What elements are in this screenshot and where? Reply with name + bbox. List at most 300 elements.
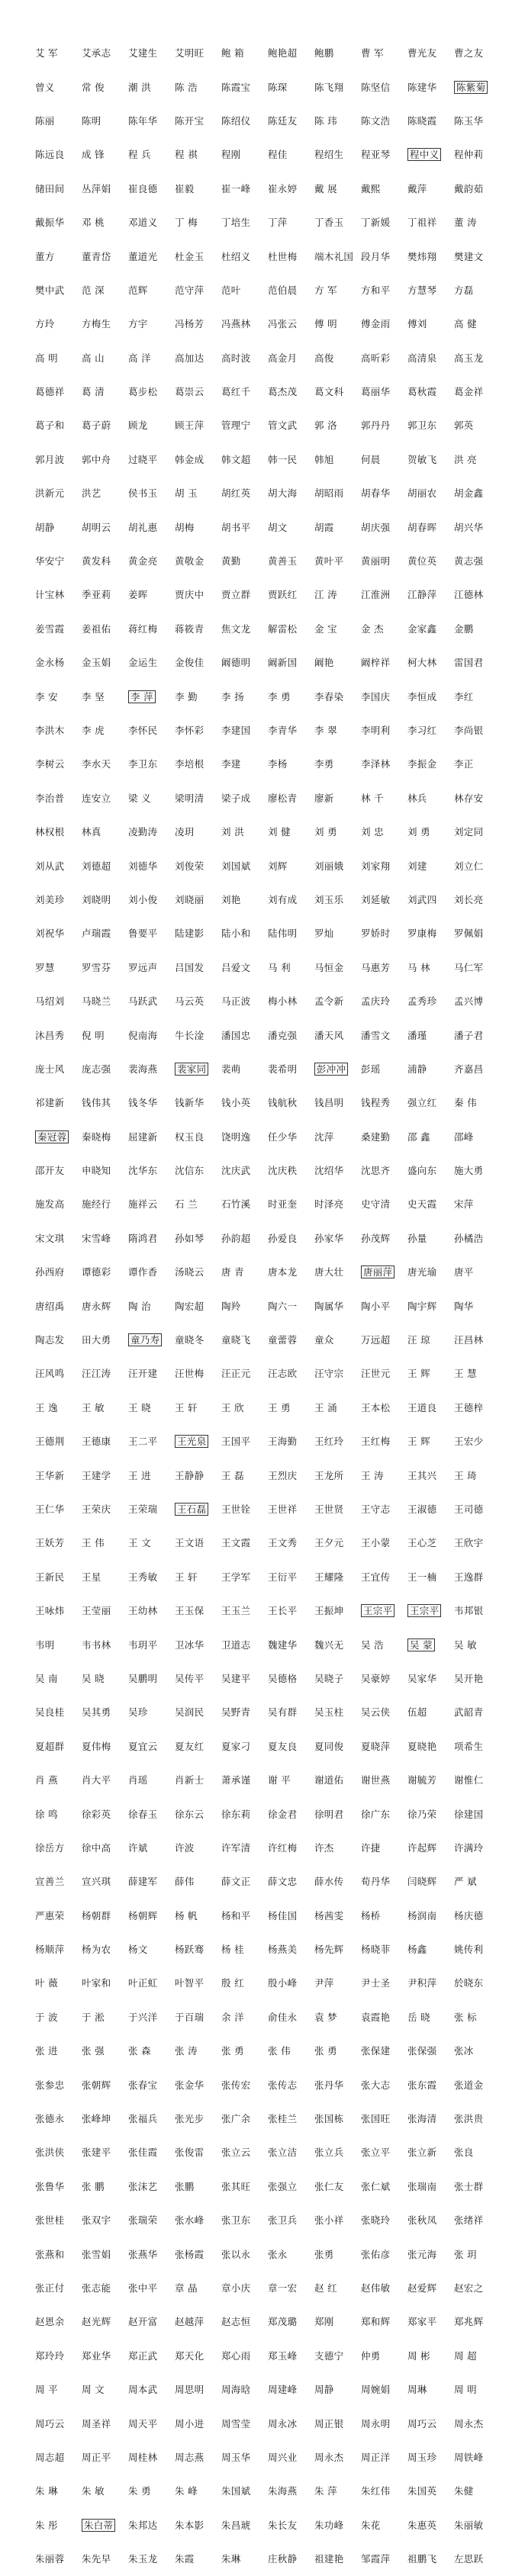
name-text: 陶华 (454, 1300, 474, 1312)
name-text: 葛红千 (221, 386, 251, 398)
name-entry (35, 1265, 82, 1280)
name-entry (361, 2314, 407, 2330)
name-text: 史守清 (361, 1198, 391, 1211)
name-text: 罗灿 (314, 928, 334, 940)
name-text: 张海清 (407, 2113, 437, 2125)
name-text: 侯书玉 (128, 487, 158, 500)
name-entry (454, 1807, 501, 1822)
name-entry (454, 1671, 501, 1687)
name-text: 黄叶平 (314, 555, 344, 568)
name-row (35, 782, 501, 815)
name-entry (314, 1536, 361, 1551)
name-entry (82, 1130, 128, 1145)
name-text: 赵越萍 (175, 2316, 204, 2328)
name-entry (128, 1265, 175, 1280)
name-entry (35, 2349, 82, 2364)
name-text: 范辉 (128, 284, 148, 296)
name-text: 祖建艳 (314, 2553, 344, 2565)
name-row (35, 849, 501, 883)
name-entry (314, 1231, 361, 1246)
name-entry (221, 757, 268, 772)
name-text: 高 明 (35, 352, 58, 364)
name-entry (407, 2552, 454, 2567)
name-text: 王德梓 (454, 1401, 484, 1413)
name-entry (175, 1976, 221, 1991)
name-text: 张士群 (454, 2180, 484, 2192)
name-text: 梅小林 (268, 995, 298, 1008)
name-entry (268, 215, 314, 230)
name-entry (361, 892, 407, 908)
name-entry (221, 1028, 268, 1044)
name-entry (128, 351, 175, 366)
name-text: 杨 帆 (175, 1909, 198, 1922)
name-entry (407, 554, 454, 569)
name-entry (128, 147, 175, 162)
name-text: 许波 (175, 1841, 195, 1854)
name-entry (454, 1434, 501, 1449)
name-text: 王耀隆 (314, 1571, 344, 1583)
name-entry (268, 2382, 314, 2398)
name-entry (361, 2078, 407, 2093)
name-entry (407, 2179, 454, 2195)
name-entry (35, 418, 82, 433)
name-entry (128, 283, 175, 298)
name-text: 赵光辉 (82, 2316, 111, 2328)
name-entry (407, 926, 454, 941)
name-entry (221, 46, 268, 61)
name-text: 杨顺萍 (35, 1944, 65, 1956)
name-text: 王世铨 (221, 1503, 251, 1515)
name-text: 张 森 (128, 2045, 151, 2057)
name-text: 计宝林 (35, 589, 65, 601)
name-entry (175, 147, 221, 162)
name-entry (128, 2349, 175, 2364)
name-entry (221, 2314, 268, 2330)
name-entry (128, 114, 175, 129)
name-text: 樊建文 (454, 250, 484, 262)
name-text: 孙爱良 (268, 1232, 298, 1244)
name-entry (407, 859, 454, 874)
name-text: 蒋筱青 (175, 622, 204, 635)
name-entry (268, 384, 314, 400)
name-entry (82, 2213, 128, 2228)
name-entry (314, 2417, 361, 2432)
name-text: 薛文正 (221, 1876, 251, 1888)
name-entry (361, 2111, 407, 2127)
name-text: 李建国 (221, 725, 251, 736)
name-entry (268, 2450, 314, 2465)
name-entry (82, 1468, 128, 1484)
name-text: 吴 晓 (82, 1672, 105, 1684)
name-entry (221, 520, 268, 535)
name-row (35, 70, 501, 104)
name-text: 王 晓 (128, 1401, 151, 1413)
name-entry-boxed (407, 147, 454, 162)
name-text: 章小庆 (221, 2282, 251, 2294)
name-text: 洪 亮 (454, 453, 477, 465)
name-entry (82, 1909, 128, 1924)
name-text: 韦书林 (82, 1639, 111, 1651)
name-row (35, 1086, 501, 1120)
name-row (35, 2204, 501, 2237)
name-entry (175, 1130, 221, 1145)
name-text: 廖松青 (268, 792, 298, 804)
name-entry (454, 994, 501, 1009)
name-entry (268, 1434, 314, 1449)
name-text: 刘家翔 (361, 860, 391, 872)
name-text: 薛水传 (314, 1876, 344, 1888)
name-entry (454, 2349, 501, 2364)
name-text: 汪世元 (361, 1368, 391, 1380)
name-text: 吴开艳 (454, 1672, 484, 1684)
name-row (35, 2340, 501, 2373)
name-entry (82, 1299, 128, 1314)
name-text: 段月华 (361, 250, 391, 262)
name-text: 荀丹华 (361, 1876, 391, 1888)
name-entry (454, 182, 501, 197)
name-entry (82, 1333, 128, 1348)
name-text: 凌玥 (175, 826, 195, 838)
name-text: 张晓玲 (361, 2214, 391, 2227)
name-text: 胡明云 (82, 521, 111, 533)
name-text: 孟庆玲 (361, 995, 391, 1008)
name-text: 张 涛 (175, 2045, 198, 2057)
name-text: 王宏少 (454, 1436, 484, 1448)
name-text: 陆伟明 (268, 928, 298, 940)
name-entry (361, 1434, 407, 1449)
name-text: 王守志 (361, 1503, 391, 1515)
name-entry (268, 2484, 314, 2499)
name-entry (361, 384, 407, 400)
name-text: 丁 梅 (175, 217, 198, 229)
name-text: 张德永 (35, 2113, 65, 2125)
name-row (35, 274, 501, 307)
name-entry (35, 2213, 82, 2228)
name-entry (175, 622, 221, 637)
name-text: 罗雪芬 (82, 961, 111, 973)
name-text: 周玉华 (221, 2451, 251, 2463)
name-text: 王国平 (221, 1436, 251, 1448)
name-text: 郑刚 (314, 2316, 334, 2328)
name-text: 李 勇 (268, 690, 291, 703)
name-entry (175, 791, 221, 806)
name-text: 王龙所 (314, 1469, 344, 1481)
name-text: 周天平 (128, 2417, 158, 2430)
name-entry (221, 1638, 268, 1653)
name-text: 尹士圣 (361, 1977, 391, 1989)
name-text: 过晓平 (128, 453, 158, 465)
name-text: 谢道佑 (314, 1774, 344, 1786)
name-text: 黄金亮 (128, 555, 158, 568)
name-entry (175, 960, 221, 976)
name-text: 周小进 (175, 2417, 204, 2430)
name-entry (82, 1807, 128, 1822)
name-text: 刘 洪 (221, 826, 244, 838)
name-text: 黄位英 (407, 555, 437, 568)
name-entry (82, 249, 128, 265)
name-entry (314, 1434, 361, 1449)
name-text: 吴其勇 (82, 1706, 111, 1719)
name-text: 林真 (82, 826, 101, 838)
name-entry (361, 486, 407, 501)
name-text: 万远超 (361, 1334, 391, 1346)
name-entry (268, 1468, 314, 1484)
name-entry (454, 351, 501, 366)
name-entry (221, 1807, 268, 1822)
name-text: 仲勇 (361, 2349, 381, 2362)
name-entry (268, 351, 314, 366)
name-text: 张 伟 (268, 2045, 291, 2057)
name-text: 黄丽明 (361, 555, 391, 568)
name-text: 盛向东 (407, 1165, 437, 1177)
name-entry (454, 1570, 501, 1585)
name-text: 张双宇 (82, 2214, 111, 2227)
name-entry (82, 2314, 128, 2330)
name-text: 方梅生 (82, 318, 111, 330)
name-entry (221, 1062, 268, 1077)
name-text: 李正 (454, 758, 474, 770)
name-text: 杨跃骞 (175, 1944, 204, 1956)
name-entry (175, 1841, 221, 1856)
name-entry (128, 2247, 175, 2262)
name-entry (407, 960, 454, 976)
name-text: 王文秀 (268, 1537, 298, 1549)
name-entry (268, 1502, 314, 1517)
name-row (35, 1899, 501, 1932)
name-text: 周桂林 (128, 2451, 158, 2463)
name-entry (454, 655, 501, 671)
name-text: 端木礼国 (314, 250, 354, 262)
name-entry (361, 114, 407, 129)
name-text: 罗娇时 (361, 928, 391, 940)
name-entry (361, 2450, 407, 2465)
name-entry (454, 2281, 501, 2296)
name-text: 王 勇 (268, 1401, 291, 1413)
name-entry-boxed (82, 2518, 128, 2533)
name-text: 李树云 (35, 758, 65, 770)
name-text: 贾庆中 (175, 589, 204, 601)
name-entry (314, 384, 361, 400)
name-entry-boxed (314, 1062, 361, 1077)
name-entry (175, 384, 221, 400)
name-entry (268, 1062, 314, 1077)
name-entry (407, 690, 454, 705)
name-entry (35, 690, 82, 705)
name-row (35, 2237, 501, 2271)
name-entry (35, 1299, 82, 1314)
name-entry-boxed (175, 1434, 221, 1449)
name-entry (128, 2145, 175, 2160)
name-text: 鲍艳超 (268, 47, 298, 59)
name-text: 任少华 (268, 1130, 298, 1143)
name-text: 范伯晨 (268, 284, 298, 296)
name-text: 贾立群 (221, 589, 251, 601)
name-text: 戴萍 (407, 182, 427, 195)
name-text: 金玉娟 (82, 657, 111, 669)
name-entry (314, 182, 361, 197)
name-entry (175, 520, 221, 535)
name-entry (407, 1468, 454, 1484)
name-text: 李尚银 (454, 725, 484, 736)
name-entry (268, 1942, 314, 1957)
name-entry (175, 1333, 221, 1348)
name-entry (454, 215, 501, 230)
name-row (35, 105, 501, 138)
name-entry (268, 1299, 314, 1314)
name-entry (221, 2382, 268, 2398)
name-text: 郑家平 (407, 2316, 437, 2328)
name-text: 夏晓萍 (361, 1740, 391, 1752)
name-entry (35, 249, 82, 265)
name-row (35, 342, 501, 375)
name-text: 王振坤 (314, 1605, 344, 1617)
name-entry (454, 1976, 501, 1991)
name-entry (175, 1299, 221, 1314)
name-text: 张立云 (221, 2147, 251, 2159)
name-entry (128, 2044, 175, 2059)
name-entry (128, 1536, 175, 1551)
name-entry (128, 1502, 175, 1517)
name-entry (175, 554, 221, 569)
name-text: 周玉珍 (407, 2451, 437, 2463)
name-entry (82, 351, 128, 366)
name-text: 王莹丽 (82, 1605, 111, 1617)
name-entry (128, 1841, 175, 1856)
name-text: 陈飞翔 (314, 81, 344, 93)
name-entry (221, 926, 268, 941)
name-text: 马正波 (221, 995, 251, 1008)
name-entry (407, 1807, 454, 1822)
name-entry (314, 452, 361, 468)
name-entry (175, 1773, 221, 1788)
name-row (35, 510, 501, 544)
name-entry (175, 2179, 221, 2195)
name-row (35, 1628, 501, 1661)
name-entry (128, 2518, 175, 2533)
name-entry (268, 2213, 314, 2228)
name-entry (454, 1773, 501, 1788)
name-text: 张东霞 (407, 2079, 437, 2091)
name-text: 潘克强 (268, 1029, 298, 1041)
name-entry (361, 2552, 407, 2567)
name-text: 梁 义 (128, 792, 151, 804)
name-text: 张佑彦 (361, 2248, 391, 2260)
name-entry (407, 1265, 454, 1280)
name-text: 朱 勇 (128, 2485, 151, 2497)
name-text: 梁明清 (175, 792, 204, 804)
name-entry (35, 2382, 82, 2398)
name-entry (35, 1807, 82, 1822)
name-text: 张峰坤 (82, 2113, 111, 2125)
name-text: 崔一峰 (221, 182, 251, 195)
name-text: 高 洋 (128, 352, 151, 364)
name-text: 王文语 (175, 1537, 204, 1549)
name-row (35, 2102, 501, 2136)
name-entry (407, 1874, 454, 1889)
name-entry (82, 622, 128, 637)
name-text: 胡庆强 (361, 521, 391, 533)
name-entry (128, 2382, 175, 2398)
name-text: 傅金雨 (361, 318, 391, 330)
name-entry (221, 994, 268, 1009)
name-entry (82, 791, 128, 806)
name-entry (221, 2078, 268, 2093)
name-entry (35, 1705, 82, 1720)
name-entry (407, 791, 454, 806)
name-text: 张强立 (268, 2180, 298, 2192)
name-entry (454, 1536, 501, 1551)
name-text: 邵 鑫 (407, 1130, 430, 1143)
name-entry (268, 2314, 314, 2330)
name-text: 刘国斌 (221, 860, 251, 872)
name-text: 夏友红 (175, 1740, 204, 1752)
name-entry (454, 926, 501, 941)
name-row (35, 2305, 501, 2339)
name-text: 王红玲 (314, 1436, 344, 1448)
name-text: 黄发科 (82, 555, 111, 568)
name-entry (361, 452, 407, 468)
name-text: 王学军 (221, 1571, 251, 1583)
name-entry (407, 2382, 454, 2398)
name-entry (221, 2044, 268, 2059)
name-text: 王 伟 (82, 1537, 105, 1549)
name-text: 金俊佳 (175, 657, 204, 669)
name-entry (268, 1638, 314, 1653)
name-entry (175, 1739, 221, 1754)
name-entry (407, 418, 454, 433)
name-entry (361, 46, 407, 61)
name-entry (361, 2247, 407, 2262)
name-text: 顾王萍 (175, 420, 204, 432)
name-text: 程 祺 (175, 149, 198, 161)
name-entry (82, 1976, 128, 1991)
name-entry (361, 1366, 407, 1381)
name-entry (454, 1909, 501, 1924)
name-text: 薛建军 (128, 1876, 158, 1888)
name-text: 朱丽敏 (454, 2519, 484, 2531)
name-row (35, 1391, 501, 1425)
name-text: 王华新 (35, 1469, 65, 1481)
name-text: 刘武四 (407, 893, 437, 905)
name-text: 李杨 (268, 758, 288, 770)
name-entry (314, 1401, 361, 1416)
name-entry (361, 757, 407, 772)
name-entry (82, 723, 128, 738)
name-text: 王光泉 (175, 1435, 208, 1448)
name-text: 葛丽华 (361, 386, 391, 398)
name-text: 章 晶 (175, 2282, 198, 2294)
name-text: 吴 敏 (454, 1639, 477, 1651)
name-text: 夏伟梅 (82, 1740, 111, 1752)
name-entry (361, 1502, 407, 1517)
name-text: 郑天化 (175, 2349, 204, 2362)
name-entry (454, 1603, 501, 1619)
name-entry (407, 2044, 454, 2059)
name-text: 杨晓菲 (361, 1944, 391, 1956)
name-text: 吴云侠 (361, 1706, 391, 1719)
name-entry (407, 2247, 454, 2262)
name-text: 周永杰 (314, 2451, 344, 2463)
name-entry (407, 994, 454, 1009)
name-entry (175, 2247, 221, 2262)
name-entry (454, 1942, 501, 1957)
name-entry (268, 2179, 314, 2195)
name-text: 汪守宗 (314, 1368, 344, 1380)
name-entry (314, 1095, 361, 1111)
name-text: 施祥云 (128, 1198, 158, 1211)
name-text: 张绪祥 (454, 2214, 484, 2227)
name-text: 童众 (314, 1334, 334, 1346)
